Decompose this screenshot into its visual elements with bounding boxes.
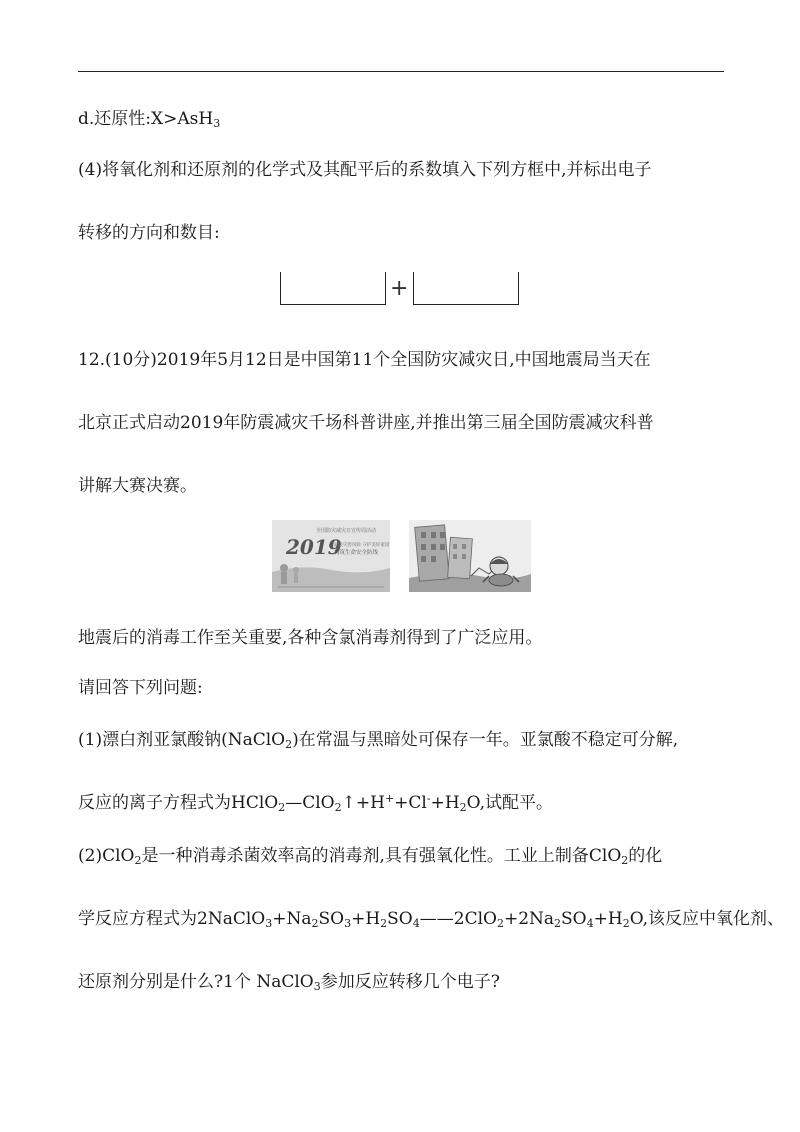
q12-line2: 北京正式启动2019年防震减灾千场科普讲座,并推出第三届全国防震减灾科普	[78, 413, 654, 433]
q12-part2-line1: (2)ClO$_2$是一种消毒杀菌效率高的消毒剂,具有强氧化性。工业上制备ClO$_2$的化	[78, 846, 663, 867]
q12-intro-line1: 地震后的消毒工作至关重要,各种含氯消毒剂得到了广泛应用。	[78, 628, 543, 648]
q11-part4-line1: (4)将氧化剂和还原剂的化学式及其配平后的系数填入下列方框中,并标出电子	[78, 160, 652, 180]
answer-box-oxidant[interactable]	[280, 272, 386, 305]
poster-year-text: 2019	[286, 535, 342, 559]
q12-part1-line1: (1)漂白剂亚氯酸钠(NaClO$_2$)在常温与黑暗处可保存一年。亚氯酸不稳定可分解,	[78, 730, 679, 751]
answer-box-reductant[interactable]	[413, 272, 519, 305]
q12-line3: 讲解大赛决赛。	[78, 476, 197, 496]
poster-small-text-1: 全国防灾减灾日宣传周活动	[316, 528, 377, 534]
q12-line1: 12.(10分)2019年5月12日是中国第11个全国防灾减灾日,中国地震局当天在	[78, 350, 651, 370]
q12-part2-line3: 还原剂分别是什么?1个 NaClO$_3$参加反应转移几个电子?	[78, 972, 500, 993]
q12-intro-line2: 请回答下列问题:	[78, 678, 203, 698]
q12-part2-equation: 学反应方程式为$2NaClO_3+Na_2SO_3+H_2SO_4——2ClO_2+2Na_2SO_4+H_2O$,该反应中氧化剂、	[78, 909, 785, 930]
q11-option-d: d.还原性:X>AsH$_3$	[78, 109, 221, 130]
poster-illustration	[272, 520, 390, 592]
poster-small-text-2: 减轻灾害风险 守护美好家园	[334, 543, 390, 548]
q11-part4-line2: 转移的方向和数目:	[78, 223, 220, 243]
header-rule	[78, 71, 724, 72]
earthquake-cartoon-image	[409, 520, 531, 592]
earthquake-illustration	[409, 520, 531, 592]
plus-sign: +	[390, 276, 409, 301]
disaster-day-poster-image	[272, 520, 390, 592]
poster-small-text-3: 构筑生命安全防线	[334, 550, 379, 556]
q12-part1-equation: 反应的离子方程式为$HClO_2—ClO_2↑+H^++Cl^-+H_2O$,试配平。	[78, 792, 554, 814]
